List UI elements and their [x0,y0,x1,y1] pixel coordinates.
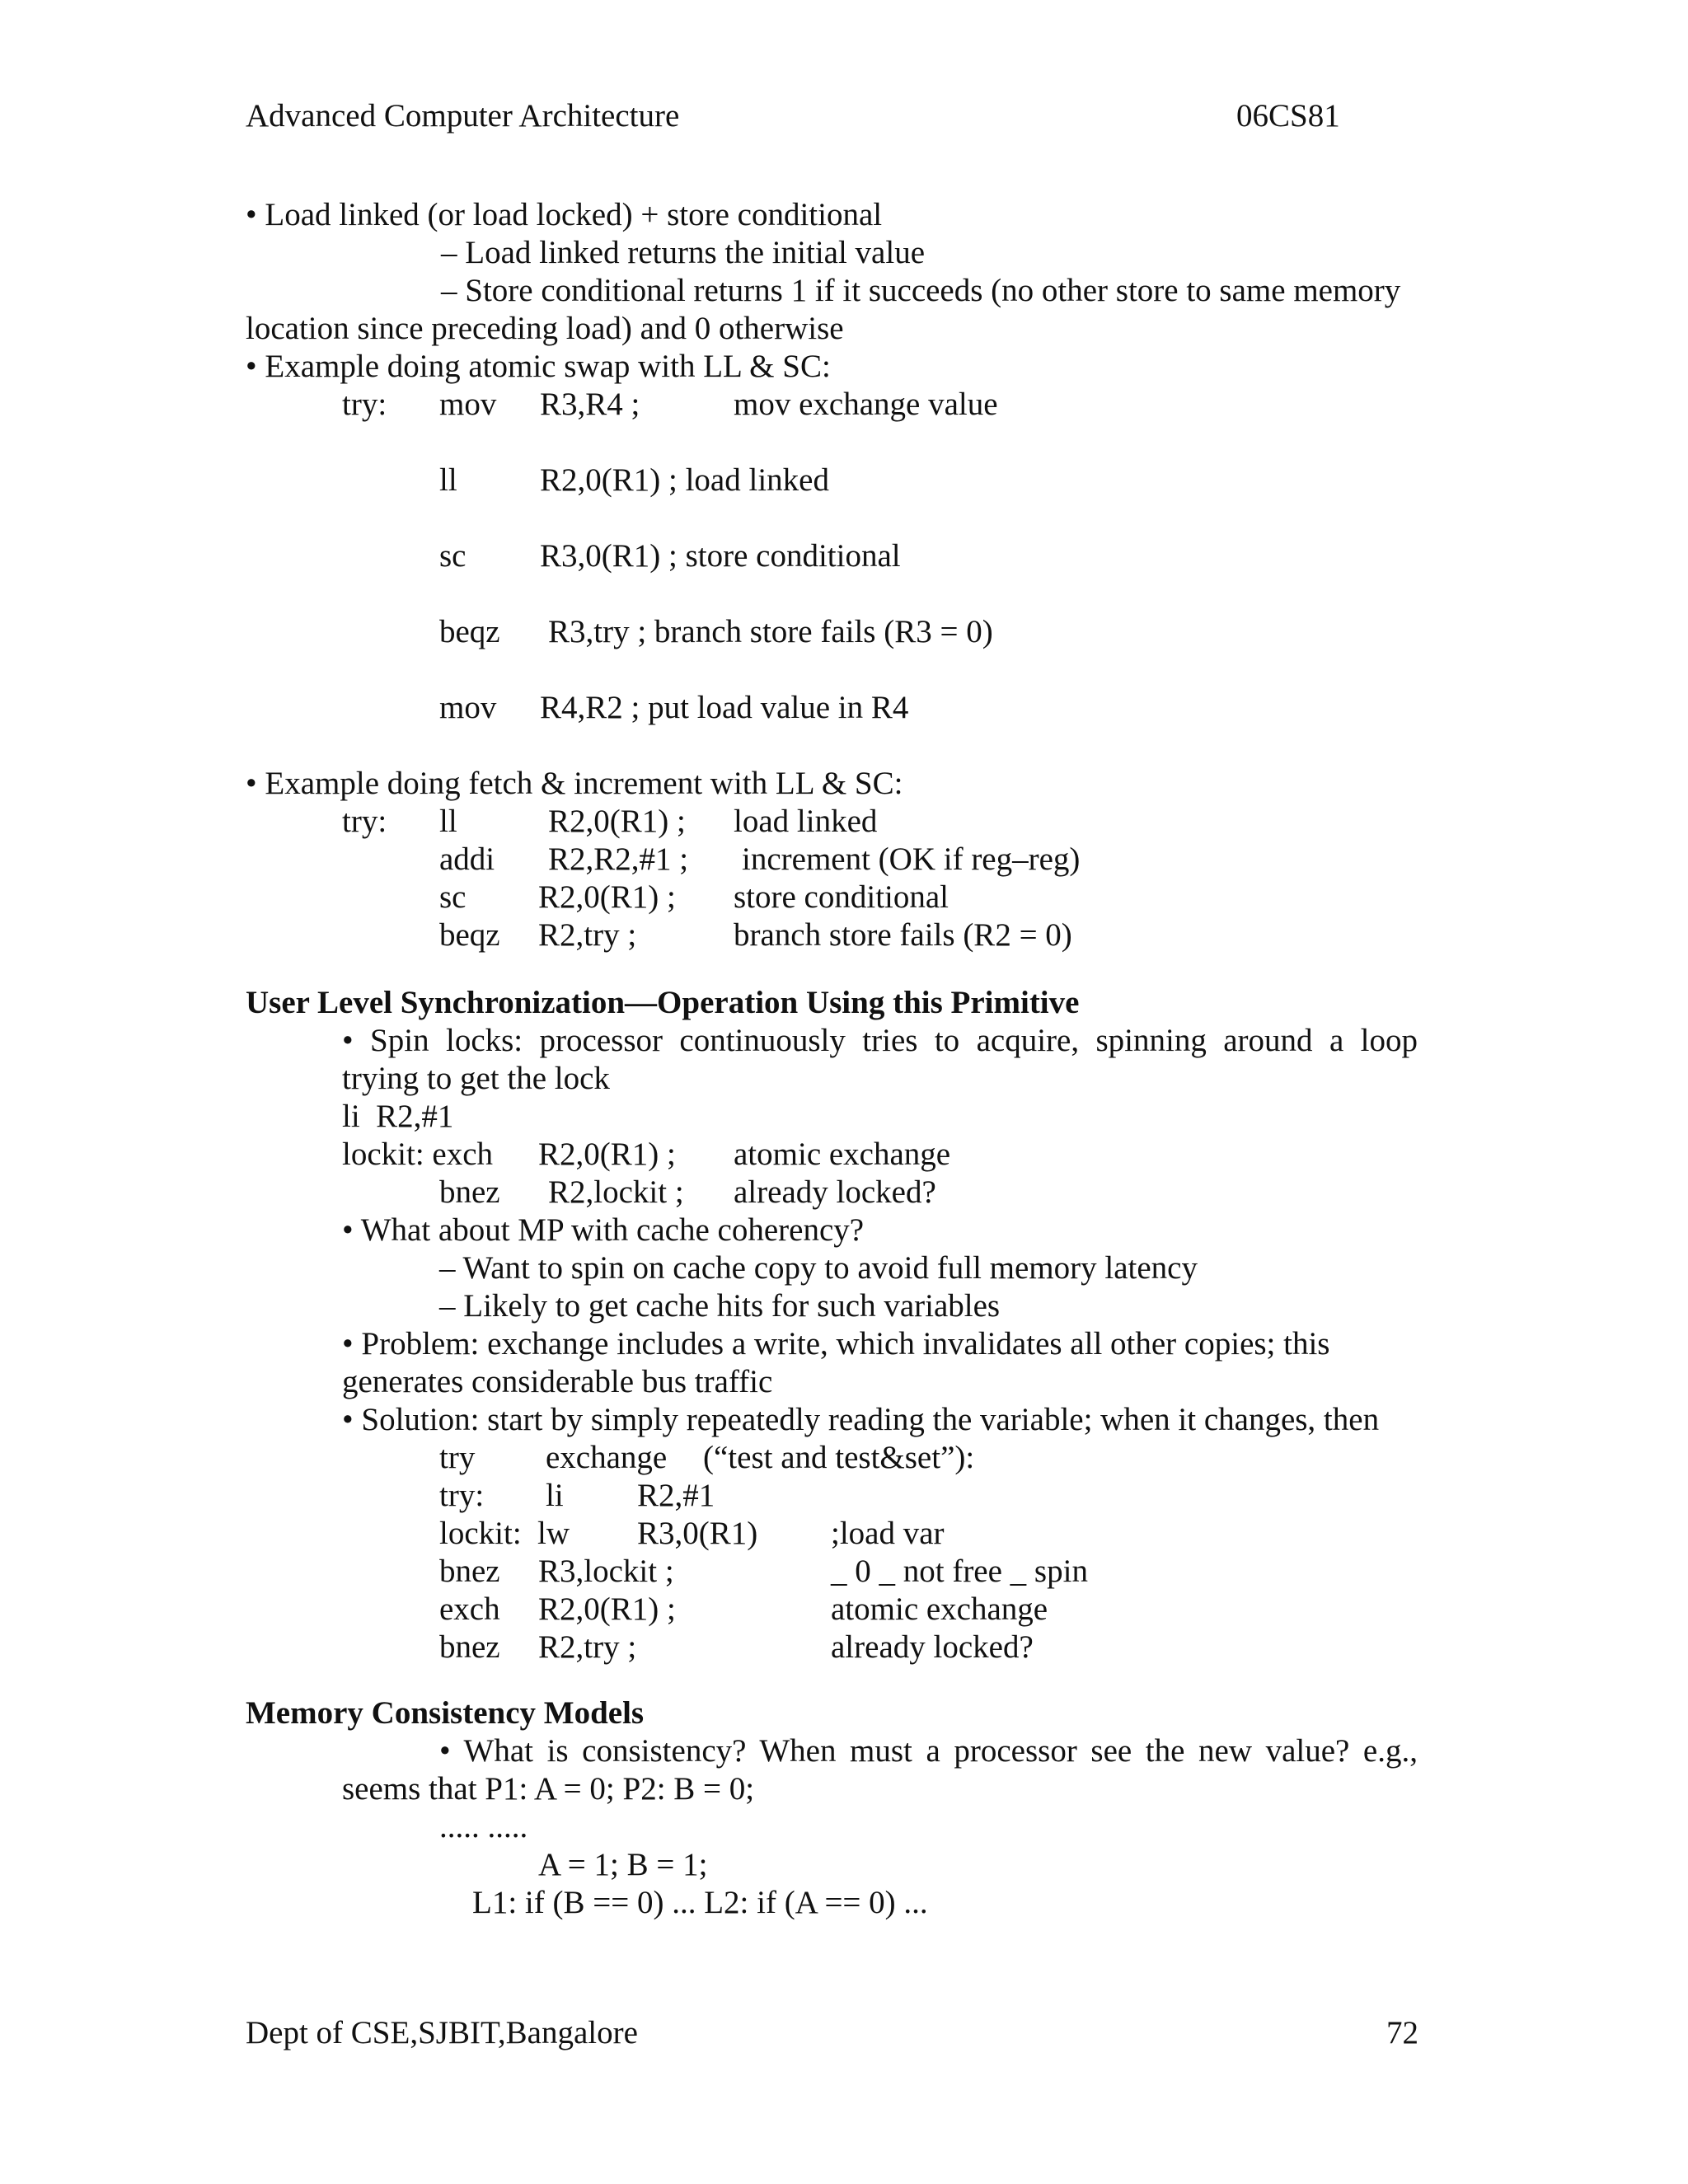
problem-text-a: • Problem: exchange includes a write, which invalidates all other copies; this [342,1326,1330,1361]
swap-op: beqz [439,614,500,649]
fetch-op: addi [439,841,495,877]
swap-args: R3,R4 ; [540,387,640,422]
lockit-comment: atomic exchange [734,1137,951,1172]
sol-args: R3,0(R1) [637,1516,758,1551]
sol-args: R2,0(R1) ; [538,1591,676,1627]
swap-args: R4,R2 ; put load value in R4 [540,690,909,725]
llsc-sub2-a: – Store conditional returns 1 if it succeeds (no other store to same memory [441,273,1401,308]
lockit-args: R2,0(R1) ; [538,1137,676,1172]
bnez-args: R2,lockit ; [548,1174,684,1210]
swap-label: try: [342,387,387,422]
mp-bullet: • What about MP with cache coherency? [342,1212,865,1248]
problem-text-b: generates considerable bus traffic [342,1364,773,1399]
fetch-label: try: [342,804,387,839]
mp-sub2: – Likely to get cache hits for such variables [439,1288,1001,1324]
fetch-comment: increment (OK if reg–reg) [742,841,1081,877]
swap-args: R3,0(R1) ; store conditional [540,538,901,574]
fetch-comment: store conditional [734,879,950,915]
sol-comment: ;load var [831,1516,945,1551]
fetch-bullet: • Example doing fetch & increment with LL & SC: [246,766,903,801]
memory-cond: L1: if (B == 0) ... L2: if (A == 0) ... [472,1885,928,1920]
section-heading-user-level: User Level Synchronization—Operation Using this Primitive [246,985,1080,1020]
solution-text: • Solution: start by simply repeatedly reading the variable; when it changes, then [342,1402,1380,1437]
llsc-bullet: • Load linked (or load locked) + store conditional [246,197,883,232]
mp-sub1: – Want to spin on cache copy to avoid full memory latency [439,1250,1198,1286]
bnez-op: bnez [439,1174,500,1210]
fetch-args: R2,R2,#1 ; [548,841,689,877]
memory-question-a: • What is consistency? When must a processor see the new value? e.g., [439,1733,1418,1769]
sol-comment: _ 0 _ not free _ spin [831,1554,1088,1589]
fetch-op: beqz [439,917,500,953]
swap-op: ll [439,462,457,498]
llsc-sub1: – Load linked returns the initial value [441,235,925,270]
sol-label: bnez [439,1629,500,1665]
header-title: Advanced Computer Architecture [246,98,680,134]
memory-assign: A = 1; B = 1; [538,1847,708,1882]
fetch-comment: load linked [734,804,878,839]
swap-bullet: • Example doing atomic swap with LL & SC: [246,349,831,384]
sol-try-b: exchange [546,1440,668,1475]
sol-op: lw [537,1516,570,1551]
sol-label: lockit: [439,1516,522,1551]
swap-args: R2,0(R1) ; load linked [540,462,829,498]
sol-label: exch [439,1591,500,1627]
li-instruction: li R2,#1 [342,1099,454,1134]
sol-comment: already locked? [831,1629,1034,1665]
fetch-op: ll [439,804,457,839]
swap-args: R3,try ; branch store fails (R3 = 0) [548,614,993,649]
llsc-sub2-b: location since preceding load) and 0 otherwise [246,311,844,346]
fetch-args: R2,0(R1) ; [538,879,676,915]
sol-args: R2,try ; [538,1629,637,1665]
sol-args: R3,lockit ; [538,1554,674,1589]
spin-locks-text-a: • Spin locks: processor continuously tries to acquire, spinning around a loop [342,1023,1418,1058]
swap-op: sc [439,538,467,574]
sol-try-a: try [439,1440,476,1475]
section-heading-memory: Memory Consistency Models [246,1695,645,1731]
page-number: 72 [1386,2015,1418,2050]
fetch-args: R2,try ; [538,917,637,953]
sol-op: li [546,1478,564,1513]
spin-locks-text-b: trying to get the lock [342,1061,610,1096]
sol-label: try: [439,1478,485,1513]
header-code: 06CS81 [1236,98,1340,134]
sol-try-c: (“test and test&set”): [703,1440,975,1475]
bnez-comment: already locked? [734,1174,936,1210]
lockit-label: lockit: exch [342,1137,494,1172]
fetch-op: sc [439,879,467,915]
fetch-args: R2,0(R1) ; [548,804,686,839]
footer-dept: Dept of CSE,SJBIT,Bangalore [246,2015,638,2050]
sol-comment: atomic exchange [831,1591,1048,1627]
memory-question-b: seems that P1: A = 0; P2: B = 0; [342,1771,755,1807]
sol-args: R2,#1 [637,1478,715,1513]
swap-op: mov [439,690,497,725]
sol-label: bnez [439,1554,500,1589]
memory-dots: ..... ..... [439,1809,528,1844]
swap-comment: mov exchange value [734,387,998,422]
fetch-comment: branch store fails (R2 = 0) [734,917,1072,953]
swap-op: mov [439,387,497,422]
